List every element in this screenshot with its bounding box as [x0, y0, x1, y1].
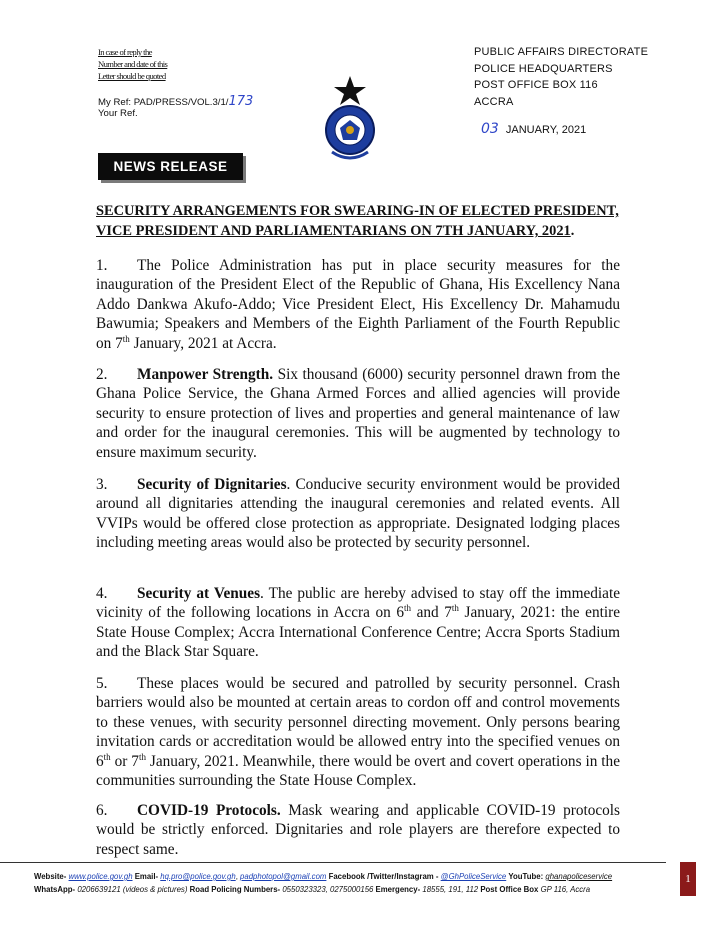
- your-ref-label: Your Ref.: [98, 108, 138, 119]
- road-policing-label: Road Policing Numbers-: [189, 885, 281, 894]
- address-line: ACCRA: [474, 95, 514, 108]
- paragraph-text: The Police Administration has put in place security measures for the inauguration of the President Elect of the Republic of Ghana, His Excellency Nana Addo Dankwa Akufo-Addo; Vice President Elect, His Excellency Dr. Mahamudu Bawumia; Speakers and Members of the Eighth Parliament of the Fourth Republic on 7: [96, 257, 620, 352]
- paragraph-text: Six thousand (6000) security personnel drawn from the Ghana Police Service, the Ghana Armed Forces and allied agencies will provide security to ensure protection of lives and properties and general maintenance of law and order for the inaugural ceremonies. This will be augmented by technology to ensure maximum security.: [96, 366, 620, 461]
- paragraph-number: 1.: [96, 257, 108, 274]
- title-end: .: [570, 223, 575, 239]
- news-release-label: NEWS RELEASE: [98, 153, 243, 180]
- paragraph-text: January, 2021 at Accra.: [129, 334, 277, 352]
- paragraph-text: and 7: [411, 604, 452, 622]
- paragraph-text: January, 2021. Meanwhile, there would be overt and covert operations in the communities surrounding the State House Complex.: [96, 752, 620, 790]
- po-box-value: GP 116, Accra: [540, 885, 591, 894]
- paragraph-2: [96, 365, 620, 462]
- social-handle-link[interactable]: @GhPoliceService: [440, 872, 507, 881]
- ordinal-suffix: th: [103, 751, 111, 762]
- ghana-police-crest-icon: [318, 74, 382, 166]
- youtube-label: YouTube:: [508, 872, 544, 881]
- address-line: POLICE HEADQUARTERS: [474, 62, 613, 75]
- po-box-label: Post Office Box: [480, 885, 539, 894]
- reply-instruction-note: [98, 46, 167, 82]
- paragraph-text: or 7: [110, 752, 139, 770]
- paragraph-heading: Security of Dignitaries: [137, 476, 287, 493]
- date-handwritten-day: 03: [481, 121, 499, 137]
- paragraph-number: 5.: [96, 675, 108, 692]
- my-ref-line: [98, 96, 253, 108]
- ordinal-suffix: th: [122, 333, 130, 344]
- email-link[interactable]: hq.pro@police.gov.gh: [160, 872, 236, 881]
- letter-date: [481, 121, 586, 137]
- paragraph-6: [96, 801, 620, 859]
- footer-line-1: Website- www.police.gov.gh Email- hq.pro@police.gov.gh, padphotopol@gmail.com Facebook /Twitter/Instagram - @GhPoliceService YouTube: ghanapoliceservice: [34, 872, 613, 881]
- paragraph-heading: COVID-19 Protocols.: [137, 802, 281, 819]
- my-ref-handwritten-number: 173: [228, 94, 254, 109]
- date-month-year: JANUARY, 2021: [505, 124, 587, 136]
- website-label: Website-: [34, 872, 67, 881]
- paragraph-5: [96, 674, 620, 790]
- paragraph-text: January, 2021: the entire State House Complex; Accra International Conference Centre; Accra Sports Stadium and the Black Star Square.: [96, 604, 620, 661]
- paragraph-3: [96, 475, 620, 553]
- paragraph-number: 4.: [96, 585, 108, 602]
- title-line-2: VICE PRESIDENT AND PARLIAMENTARIANS ON 7TH JANUARY, 2021: [96, 223, 571, 239]
- paragraph-number: 2.: [96, 366, 108, 383]
- whatsapp-label: WhatsApp-: [34, 885, 76, 894]
- ordinal-suffix: th: [404, 603, 412, 614]
- paragraph-number: 6.: [96, 802, 108, 819]
- paragraph-text: . Conducive security environment would be provided around all dignitaries attending the inaugural ceremonies and related events. All VVIPs would be offered close protection as appropriate. Designated lodging places including meeting areas would also be protected by security personnel.: [96, 476, 620, 552]
- address-line: POST OFFICE BOX 116: [474, 79, 598, 91]
- reference-block: [98, 96, 253, 119]
- paragraph-text: . The public are hereby advised to stay off the immediate vicinity of the following locations in Accra on 6: [96, 585, 620, 622]
- youtube-channel: ghanapoliceservice: [545, 872, 613, 881]
- emergency-label: Emergency-: [375, 885, 421, 894]
- address-line: PUBLIC AFFAIRS DIRECTORATE: [474, 46, 649, 58]
- ordinal-suffix: th: [138, 751, 146, 762]
- paragraph-text: These places would be secured and patrolled by security personnel. Crash barriers would also be mounted at certain areas to cordon off and control movements to these venues, with security personnel directing movement. Only persons bearing invitation cards or accreditation would be allowed entry into the specified venues on 6: [96, 675, 620, 770]
- paragraph-1: [96, 256, 620, 353]
- paragraph-number: 3.: [96, 476, 108, 493]
- road-policing-numbers: 0550323323, 0275000156: [282, 885, 374, 894]
- footer-divider: [0, 862, 666, 863]
- paragraph-text: Mask wearing and applicable COVID-19 protocols would be strictly enforced. Dignitaries and role players are therefore expected to respect same.: [96, 802, 621, 858]
- page-number-badge: 1: [680, 862, 696, 896]
- website-link[interactable]: www.police.gov.gh: [68, 872, 133, 881]
- my-ref-value: PAD/PRESS/VOL.3/1/: [133, 97, 229, 108]
- email-label: Email-: [134, 872, 159, 881]
- reply-instruction-line: In case of reply the: [98, 47, 152, 57]
- reply-instruction-line: Number and date of this: [98, 59, 168, 69]
- emergency-numbers: 18555, 191, 112: [422, 885, 479, 894]
- email-link[interactable]: padphotopol@gmail.com: [240, 872, 327, 881]
- paragraph-heading: Security at Venues: [137, 585, 261, 602]
- footer-contacts: [34, 870, 674, 896]
- ordinal-suffix: th: [451, 603, 459, 614]
- whatsapp-number: 0206639121 (videos & pictures): [77, 885, 188, 894]
- release-title: [96, 201, 626, 241]
- footer-line-2: [34, 883, 674, 896]
- social-label: Facebook /Twitter/Instagram -: [328, 872, 439, 881]
- paragraph-heading: Manpower Strength.: [137, 366, 274, 383]
- paragraph-4: [96, 584, 620, 662]
- my-ref-label: My Ref:: [98, 97, 132, 108]
- reply-instruction-line: Letter should be quoted: [98, 71, 166, 81]
- title-line-1: SECURITY ARRANGEMENTS FOR SWEARING-IN OF ELECTED PRESIDENT,: [96, 203, 619, 219]
- address-block: [474, 44, 648, 110]
